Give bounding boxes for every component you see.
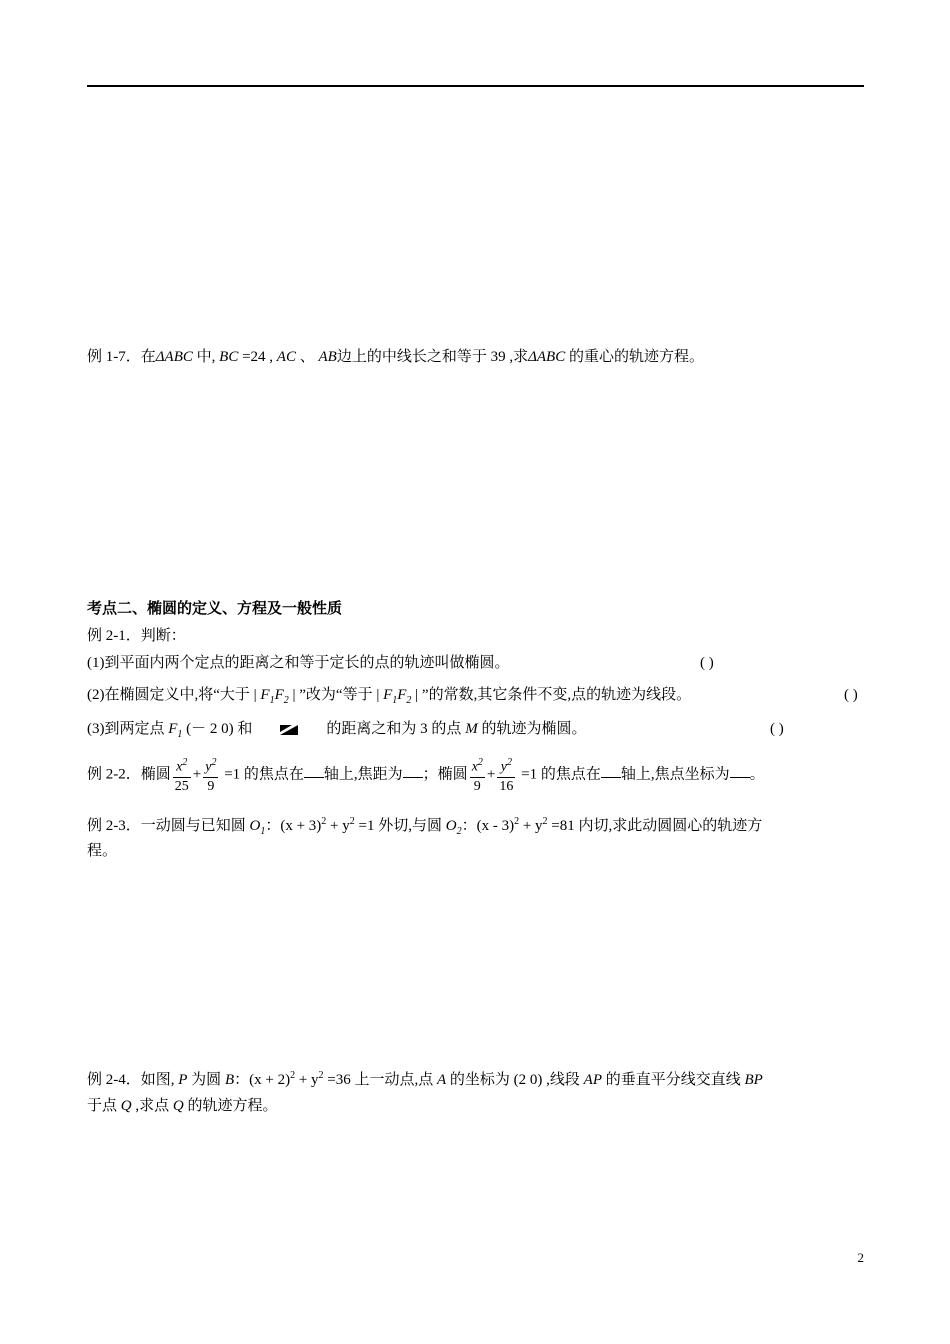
circle-o2: $O_2$ bbox=[445, 818, 462, 837]
circle-o1: $O_1$ bbox=[249, 818, 266, 837]
judge-2-text: | ”的常数,其它条件不变,点的轨迹为线段。 bbox=[411, 687, 692, 703]
ex1-7-text: 中, bbox=[192, 349, 220, 365]
judge-3-text: (3)到两定点 bbox=[87, 721, 169, 737]
ex2-2-text: 轴上,焦点坐标为 bbox=[620, 766, 730, 783]
ex2-4-text: 于点 bbox=[87, 1098, 121, 1114]
ex1-7-text: 、 bbox=[295, 349, 319, 365]
segment-ap: AP bbox=[583, 1072, 602, 1088]
ex2-4-text: + y bbox=[295, 1072, 319, 1088]
ex2-4-text: 的坐标为 (2 0) ,线段 bbox=[446, 1072, 584, 1088]
segment-ac: AC bbox=[276, 349, 296, 365]
ex1-7-text: 的重心的轨迹方程。 bbox=[565, 349, 704, 365]
line-bp: BP bbox=[744, 1072, 763, 1088]
ex2-3-text: ：(x + 3) bbox=[265, 818, 322, 834]
ex1-7-text: 边上的中线长之和等于 39 ,求 bbox=[336, 349, 529, 365]
f1f2: $F_1F_2$ bbox=[260, 687, 289, 706]
ex2-4-text: ,求点 bbox=[131, 1098, 173, 1114]
segment-bc: BC bbox=[219, 349, 239, 365]
ex2-2-text: =1 的焦点在 bbox=[517, 766, 601, 783]
example-2-4-line2 bbox=[87, 1096, 277, 1116]
point-m: M bbox=[465, 721, 478, 737]
point-q: Q bbox=[120, 1098, 132, 1114]
ex1-7-text: =24 , bbox=[238, 349, 277, 365]
ex2-3-text: + y bbox=[326, 818, 350, 834]
answer-paren-2: ( ) bbox=[844, 687, 858, 703]
example-2-3: 例 2-3．一动圆与已知圆 $O_1$：$(x + 3)^2 + y^2 =1$ 外切,与圆 $O_2$：$(x - 3)^2 + y^2 =81$ 内切,求此动圆圆心的轨迹方 bbox=[87, 816, 763, 837]
ex2-3-text: ：(x - 3) bbox=[461, 818, 515, 834]
example-2-4: 例 2-4．如图, P 为圆 B：$(x + 2)^2 + y^2 =36$ 上一动点,点 A 的坐标为 (2 0) ,线段 AP 的垂直平分线交直线 BP bbox=[87, 1070, 763, 1088]
judge-3-text: 的距离之和为 3 的点 bbox=[326, 721, 466, 737]
fraction-y2-16: $\frac{y^2}{16}$ bbox=[497, 754, 515, 796]
example-2-1-title: 例 2-1．判断： bbox=[87, 628, 186, 644]
fill-blank bbox=[403, 763, 423, 778]
ex2-4-text: 的轨迹方程。 bbox=[183, 1098, 278, 1114]
judge-2-text: (2)在椭圆定义中,将“大于 | bbox=[87, 687, 261, 703]
fraction-x2-9: $\frac{x^2}{9}$ bbox=[470, 754, 485, 796]
example-2-3-line2: 程。 bbox=[87, 843, 118, 859]
point-q: Q bbox=[172, 1098, 184, 1114]
ex2-3-text: =1 外切,与圆 bbox=[354, 818, 446, 834]
ex2-3-text: 例 2-3．一动圆与已知圆 bbox=[87, 818, 250, 834]
ex2-3-text: + y bbox=[519, 818, 543, 834]
ex2-2-text: 例 2-2．椭圆 bbox=[87, 766, 171, 783]
ex2-2-text: ；椭圆 bbox=[422, 766, 468, 783]
example-2-2: 例 2-2．椭圆 $\frac{x^2}{25}$ + $\frac{y^2}{9}$ =1 的焦点在 轴上,焦距为 ；椭圆 $\frac{x^2}{9}$ + $\frac{y^2}{16}$ =1 的焦点在 轴上,焦点坐标为 。 bbox=[87, 754, 765, 796]
ex1-7-prefix: 例 1-7．在 bbox=[87, 349, 156, 365]
ex2-4-text: =36 上一动点,点 bbox=[323, 1072, 437, 1088]
answer-paren-1: ( ) bbox=[700, 655, 714, 671]
section-heading: 考点二、椭圆的定义、方程及一般性质 bbox=[87, 601, 343, 617]
triangle-abc: ΔABC bbox=[155, 349, 193, 365]
judge-3-text: (－ 2 0) 和 bbox=[182, 721, 253, 737]
judge-2-text: | ”改为“等于 | bbox=[288, 687, 384, 703]
ex2-4-text: ：(x + 2) bbox=[234, 1072, 291, 1088]
judge-item-2 bbox=[87, 685, 691, 711]
fill-blank bbox=[304, 763, 324, 778]
judge-item-1: (1)到平面内两个定点的距离之和等于定长的点的轨迹叫做椭圆。 bbox=[87, 655, 510, 671]
ex2-4-text: 的垂直平分线交直线 bbox=[602, 1072, 745, 1088]
ex2-2-text: 。 bbox=[749, 766, 765, 783]
ex2-2-text: 轴上,焦距为 bbox=[323, 766, 403, 783]
example-1-7 bbox=[87, 347, 704, 367]
fraction-x2-25: $\frac{x^2}{25}$ bbox=[173, 754, 191, 796]
header-rule bbox=[87, 85, 864, 87]
segment-ab: AB bbox=[318, 349, 337, 365]
judge-3-text: 的轨迹为椭圆。 bbox=[477, 721, 587, 737]
answer-paren-3: ( ) bbox=[770, 721, 784, 737]
fraction-y2-9: $\frac{y^2}{9}$ bbox=[203, 754, 218, 796]
ex2-4-text: 例 2-4．如图, bbox=[87, 1072, 179, 1088]
ex2-4-text: 为圆 bbox=[187, 1072, 225, 1088]
circle-b: B bbox=[224, 1072, 235, 1088]
fill-blank bbox=[601, 763, 621, 778]
point-p: P bbox=[178, 1072, 188, 1088]
garbled-formula-icon bbox=[278, 724, 300, 736]
fill-blank bbox=[730, 763, 750, 778]
page-number: 2 bbox=[857, 1250, 864, 1265]
f1f2: $F_1F_2$ bbox=[383, 687, 412, 706]
point-f1: $F_1$ bbox=[168, 721, 183, 740]
ex2-2-text: =1 的焦点在 bbox=[220, 766, 304, 783]
ex2-3-text: =81 内切,求此动圆圆心的轨迹方 bbox=[547, 818, 763, 834]
triangle-abc: ΔABC bbox=[528, 349, 566, 365]
judge-item-3 bbox=[87, 719, 586, 745]
point-a: A bbox=[437, 1072, 447, 1088]
